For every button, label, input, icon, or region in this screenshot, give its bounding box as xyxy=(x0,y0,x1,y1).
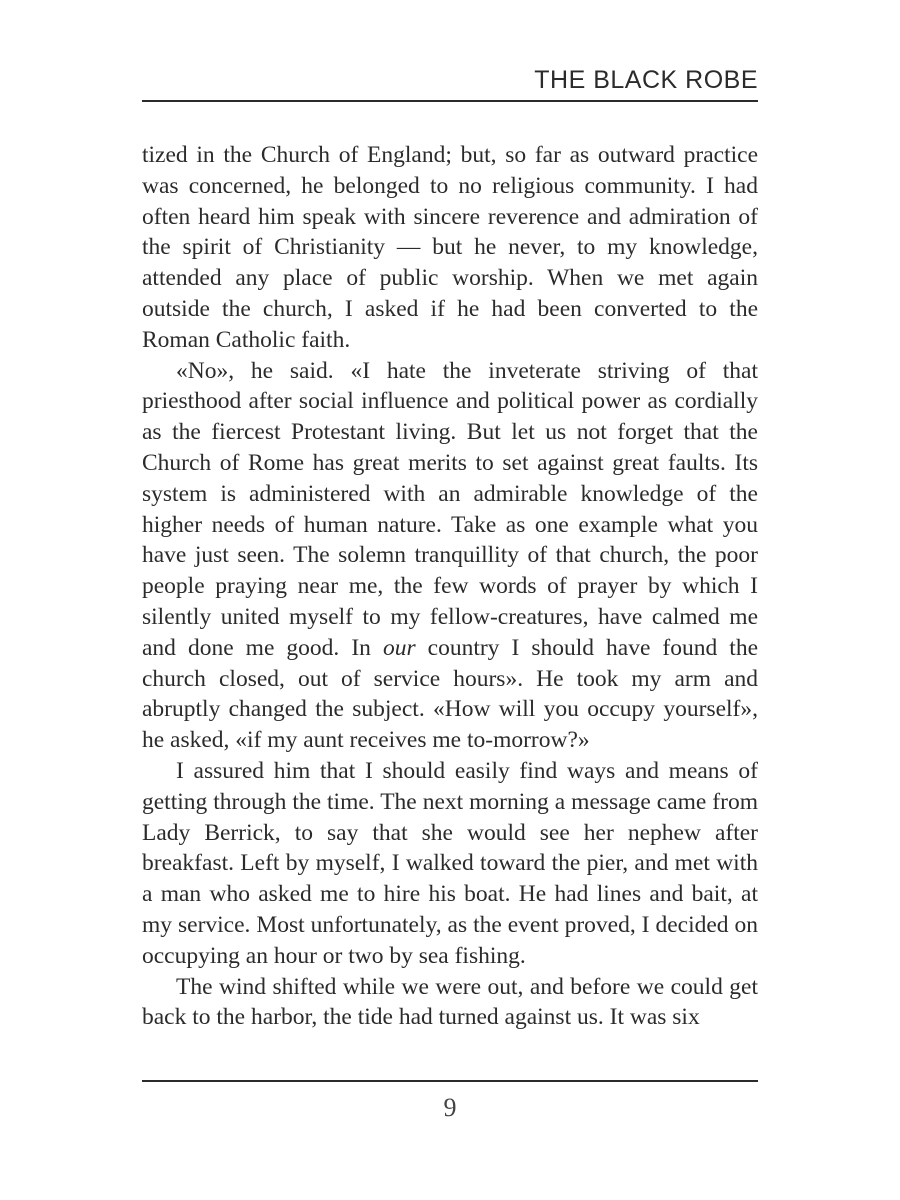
page-number: 9 xyxy=(443,1093,457,1122)
paragraph: The wind shifted while we were out, and before we could get back to the harbor, the tide had turned against us. It was six xyxy=(142,973,758,1031)
running-header-title: THE BLACK ROBE xyxy=(534,66,758,94)
header-rule xyxy=(142,100,758,102)
paragraph-dialogue xyxy=(142,356,758,756)
paragraph: I assured him that I should easily find ways and means of getting through the time. The next morning a message came from Lady Berrick, to say that she would see her nephew after breakfast. Left by myself, I walked toward the pier, and met with a man who asked me to hire his boat. He had lines and bait, at my service. Most unfortunately, as the event proved, I decided on occupying an hour or two by sea fishing. xyxy=(142,757,758,969)
paragraph-text-part: «No», he said. «I hate the inveterate striving of that priesthood after social influence and political power as cordially as the fiercest Protestant living. But let us not forget that the Church of Rome has great merits to set against great faults. Its system is administered with an admirable knowledge of the higher needs of human nature. Take as one example what you have just seen. The solemn tranquillity of that church, the poor people praying near me, the few words of prayer by which I silently united myself to my fellow-creatures, have calmed me and done me good. In xyxy=(142,357,758,661)
body-text xyxy=(142,140,758,1033)
emphasized-word: our xyxy=(382,634,416,661)
footer-rule xyxy=(142,1080,758,1082)
paragraph-text-part: country I should have found the church closed, out of service hours». He took my arm and abruptly changed the subject. «How will you occupy yourself», he asked, «if my aunt receives me to-morrow?» xyxy=(142,634,758,754)
paragraph-continued: tized in the Church of England; but, so far as outward practice was concerned, he belonged to no religious community. I had often heard him speak with sincere reverence and admiration of the spirit of Christianity — but he never, to my knowledge, attended any place of public worship. When we met again outside the church, I asked if he had been converted to the Roman Catholic faith. xyxy=(142,142,758,353)
